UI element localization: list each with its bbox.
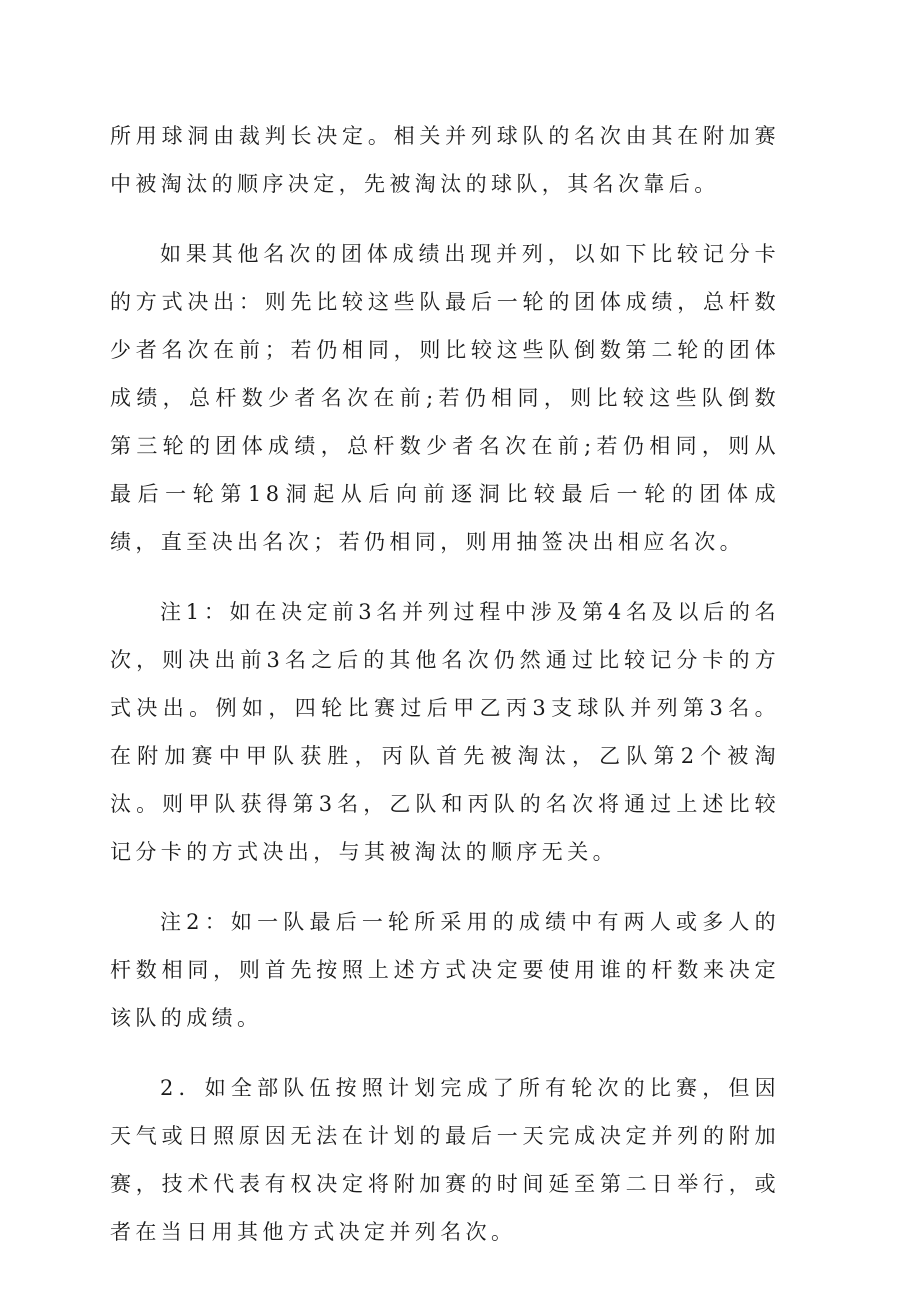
paragraph-note-1: 注1：如在决定前3名并列过程中涉及第4名及以后的名次，则决出前3名之后的其他名次仍然通过比较记分卡的方式决出。例如，四轮比赛过后甲乙丙3支球队并列第3名。在附加赛中甲队获胜，丙队首先被淘汰，乙队第2个被淘汰。则甲队获得第3名，乙队和丙队的名次将通过上述比较记分卡的方式决出，与其被淘汰的顺序无关。 <box>110 600 780 864</box>
paragraph-continuation: 所用球洞由裁判长决定。相关并列球队的名次由其在附加赛中被淘汰的顺序决定，先被淘汰的球队，其名次靠后。 <box>110 124 780 196</box>
document-page <box>110 112 780 1256</box>
paragraph-item-2: 2．如全部队伍按照计划完成了所有轮次的比赛，但因天气或日照原因无法在计划的最后一天完成决定并列的附加赛，技术代表有权决定将附加赛的时间延至第二日举行，或者在当日用其他方式决定并列名次。 <box>110 1076 780 1244</box>
paragraph-note-2: 注2：如一队最后一轮所采用的成绩中有两人或多人的杆数相同，则首先按照上述方式决定要使用谁的杆数来决定该队的成绩。 <box>110 910 780 1030</box>
paragraph-tie-ranking-rules: 如果其他名次的团体成绩出现并列，以如下比较记分卡的方式决出：则先比较这些队最后一轮的团体成绩，总杆数少者名次在前；若仍相同，则比较这些队倒数第二轮的团体成绩，总杆数少者名次在前;若仍相同，则比较这些队倒数第三轮的团体成绩，总杆数少者名次在前;若仍相同，则从最后一轮第18洞起从后向前逐洞比较最后一轮的团体成绩，直至决出名次；若仍相同，则用抽签决出相应名次。 <box>110 242 780 554</box>
